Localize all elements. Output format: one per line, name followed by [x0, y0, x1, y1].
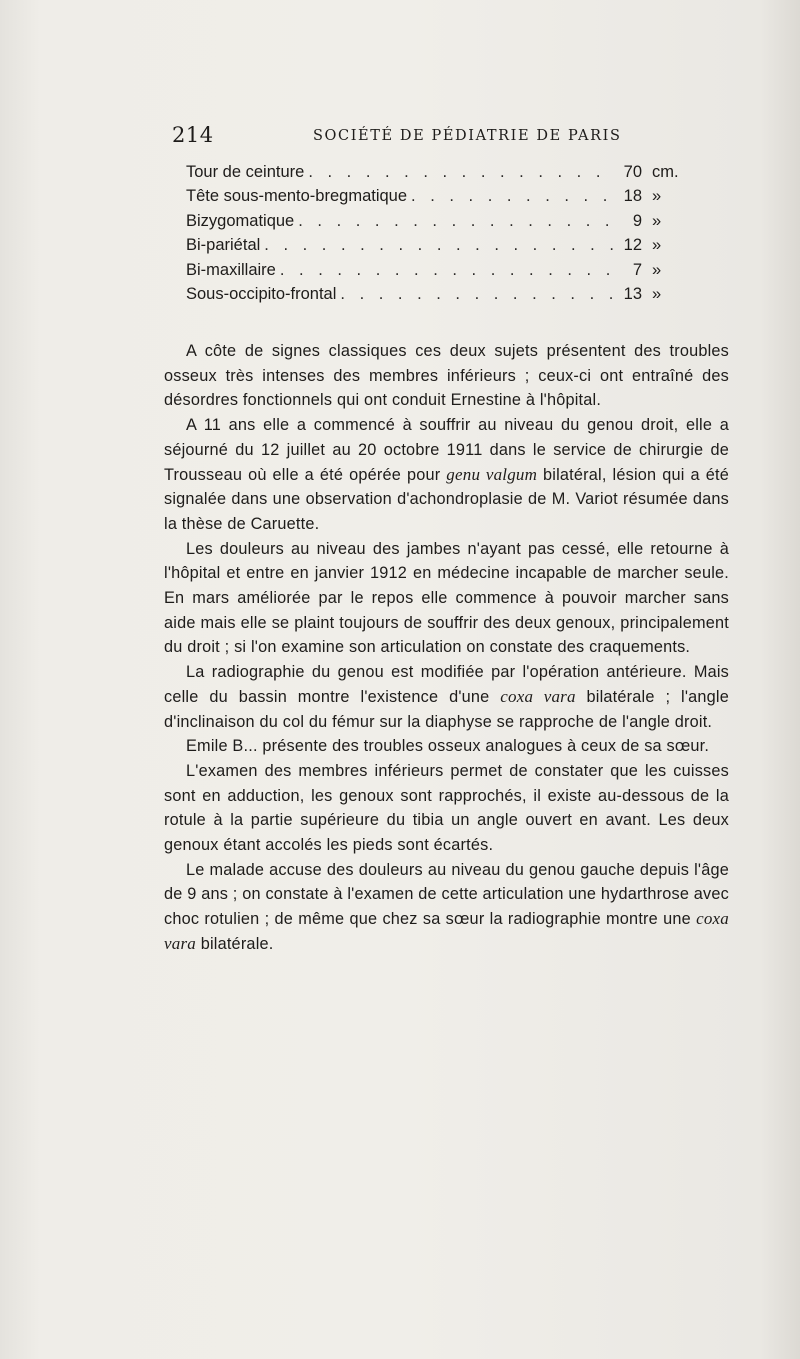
paragraph-text: bilatéral, lésion qui a été signalée dans une observation d'achondroplasie de M. Variot résumée dans la thèse de Caruette. [164, 465, 729, 533]
italic-term: coxa vara [164, 909, 729, 953]
paragraph: A côte de signes classiques ces deux sujets présentent des troubles osseux très intenses des membres inférieurs ; ceux-ci ont entraîné des désordres fonctionnels qui ont conduit Ernestine à l'hôpital. [164, 342, 729, 410]
paragraph-text: bilatérale. [195, 934, 274, 953]
measurement-number: 18 [623, 187, 642, 206]
measurement-number: 12 [623, 236, 642, 255]
measurement-label: Bizygomatique [186, 211, 295, 230]
measurement-row [186, 236, 706, 260]
paragraph [164, 660, 729, 734]
measurement-row [186, 212, 706, 236]
page-number: 214 [172, 123, 214, 147]
measurement-number: 70 [623, 163, 642, 181]
italic-term: genu valgum [446, 464, 538, 484]
dot-leader [336, 285, 614, 304]
measurement-value [614, 163, 706, 182]
paragraph [164, 413, 729, 537]
dot-leader [294, 212, 614, 231]
measurement-unit: cm. [652, 163, 679, 181]
paragraph-text: La radiographie du genou est modifiée par l'opération antérieure. Mais celle du bassin montre l'existence d'une [164, 663, 729, 706]
measurement-number: 13 [623, 284, 642, 303]
measurement-unit: » [652, 236, 662, 255]
measurement-label: Bi-maxillaire [186, 260, 276, 279]
italic-term: coxa vara [500, 686, 576, 706]
measurement-row [186, 163, 706, 187]
measurement-label: Bi-pariétal [186, 236, 261, 255]
measurement-value [614, 261, 706, 280]
paragraph-text: bilatérale ; l'angle d'inclinaison du col du fémur sur la diaphyse se rapproche de l'angle droit. [164, 687, 729, 731]
measurement-value [614, 187, 706, 206]
measurement-label: Tête sous-mento-bregmatique [186, 187, 408, 206]
measurement-row [186, 261, 706, 285]
measurement-number: 9 [632, 211, 642, 230]
measurement-value [614, 285, 706, 304]
page-header [172, 123, 732, 149]
measurement-label: Sous-occipito-frontal [186, 284, 337, 303]
measurements-list [186, 163, 706, 309]
paragraph: Les douleurs au niveau des jambes n'ayant pas cessé, elle retourne à l'hôpital et entre en janvier 1912 en médecine incapable de marcher seule. En mars améliorée par le repos elle commence à pouvoir marcher sans aide mais elle se plaint toujours de souffrir des deux genoux, principalement du droit ; si l'on examine son articulation on constate des craquements. [164, 539, 729, 657]
paragraph-text: Le malade accuse des douleurs au niveau du genou gauche depuis l'âge de 9 ans ; on constate à l'examen de cette articulation une hydarthrose avec choc rotulien ; de même que chez sa sœur la radiographie montre une [164, 860, 729, 929]
measurement-unit: » [652, 284, 662, 303]
running-title: SOCIÉTÉ DE PÉDIATRIE DE PARIS [313, 128, 622, 144]
dot-leader [407, 187, 614, 206]
dot-leader [260, 236, 614, 255]
measurement-row [186, 285, 706, 309]
measurement-unit: » [652, 187, 662, 206]
body-text [164, 339, 729, 957]
measurement-unit: » [652, 211, 662, 230]
measurement-label: Tour de ceinture [186, 163, 305, 181]
paragraph-text: A 11 ans elle a commencé à souffrir au niveau du genou droit, elle a séjourné du 12 juillet au 20 octobre 1911 dans le service de chirurgie de Trousseau où elle a été opérée pour [164, 416, 729, 484]
measurement-number: 7 [632, 260, 642, 279]
measurement-value [614, 236, 706, 255]
dot-leader [276, 261, 614, 280]
paragraph [164, 858, 729, 957]
dot-leader [304, 163, 614, 182]
measurement-row [186, 187, 706, 211]
paragraph: Emile B... présente des troubles osseux analogues à ceux de sa sœur. [186, 737, 710, 756]
measurement-unit: » [652, 260, 662, 279]
paragraph: L'examen des membres inférieurs permet de constater que les cuisses sont en adduction, les genoux sont rapprochés, il existe au-dessous de la rotule à la partie supérieure du tibia un angle ouvert en avant. Les deux genoux étant accolés les pieds sont écartés. [164, 761, 729, 855]
measurement-value [614, 212, 706, 231]
